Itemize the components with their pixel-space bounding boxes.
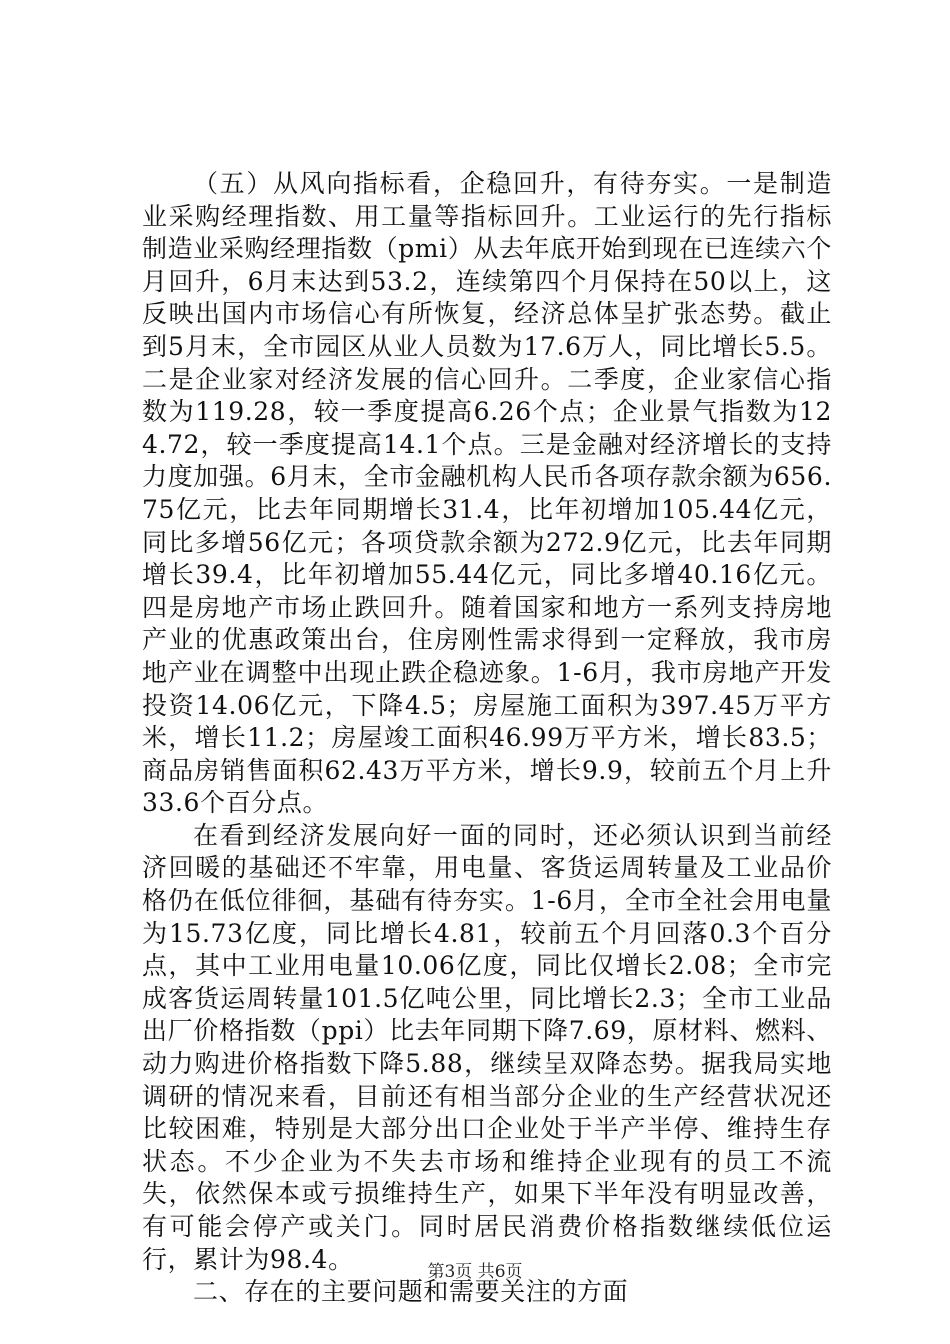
page-footer: 第3页 共6页 bbox=[427, 1262, 523, 1282]
section-heading: 二、存在的主要问题和需要关注的方面 bbox=[193, 1277, 629, 1307]
paragraph-economic-recovery: 在看到经济发展向好一面的同时，还必须认识到当前经济回暖的基础还不牢靠，用电量、客货运周转量及工业品价格仍在低位徘徊，基础有待夯实。1-6月，全市全社会用电量为15.73亿度，同比增长4.81，较前五个月回落0.3个百分点，其中工业用电量10.06亿度，同比仅增长2.08；全市完成客货运周转量101.5亿吨公里，同比增长2.3；全市工业品出厂价格指数（ppi）比去年同期下降7.69，原材料、燃料、动力购进价格指数下降5.88，继续呈双降态势。据我局实地调研的情况来看，目前还有相当部分企业的生产经营状况还比较困难，特别是大部分出口企业处于半产半停、维持生存状态。不少企业为不失去市场和维持企业现有的员工不流失，依然保本或亏损维持生产，如果下半年没有明显改善，有可能会停产或关门。同时居民消费价格指数继续低位运行，累计为98.4。 bbox=[142, 820, 832, 1274]
document-body bbox=[142, 168, 832, 1309]
paragraph-indicators: （五）从风向指标看，企稳回升，有待夯实。一是制造业采购经理指数、用工量等指标回升。工业运行的先行指标制造业采购经理指数（pmi）从去年底开始到现在已连续六个月回升，6月末达到53.2，连续第四个月保持在50以上，这反映出国内市场信心有所恢复，经济总体呈扩张态势。截止到5月末，全市园区从业人员数为17.6万人，同比增长5.5。二是企业家对经济发展的信心回升。二季度，企业家信心指数为119.28，较一季度提高6.26个点；企业景气指数为124.72，较一季度提高14.1个点。三是金融对经济增长的支持力度加强。6月末，全市金融机构人民币各项存款余额为656.75亿元，比去年同期增长31.4，比年初增加105.44亿元，同比多增56亿元；各项贷款余额为272.9亿元，比去年同期增长39.4，比年初增加55.44亿元，同比多增40.16亿元。四是房地产市场止跌回升。随着国家和地方一系列支持房地产业的优惠政策出台，住房刚性需求得到一定释放，我市房地产业在调整中出现止跌企稳迹象。1-6月，我市房地产开发投资14.06亿元，下降4.5；房屋施工面积为397.45万平方米，增长11.2；房屋竣工面积46.99万平方米，增长83.5；商品房销售面积62.43万平方米，增长9.9，较前五个月上升33.6个百分点。 bbox=[142, 169, 832, 818]
